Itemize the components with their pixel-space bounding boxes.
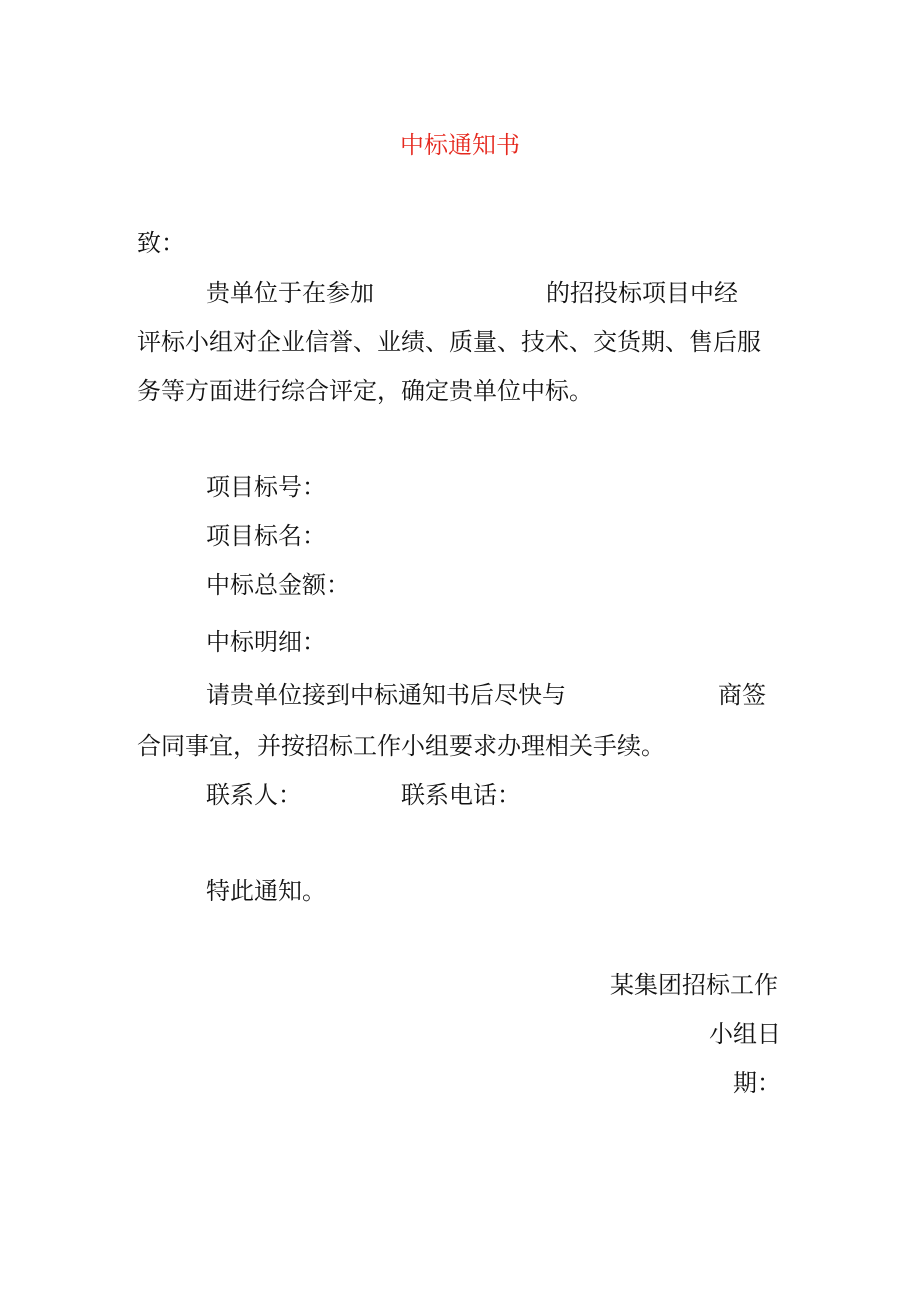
intro-line1-part2: 的招投标项目中经 [546, 279, 738, 307]
signature-line1: 某集团招标工作 [610, 971, 778, 999]
intro-line1-part1: 贵单位于在参加 [206, 279, 374, 307]
project-number-label: 项目标号： [206, 473, 326, 501]
contact-person-label: 联系人： [206, 781, 302, 809]
salutation: 致： [137, 229, 185, 257]
intro-line2: 评标小组对企业信誉、业绩、质量、技术、交货期、售后服 [137, 328, 761, 356]
closing-text: 特此通知。 [206, 877, 326, 905]
request-line1-part1: 请贵单位接到中标通知书后尽快与 [206, 681, 566, 709]
request-line2: 合同事宜，并按招标工作小组要求办理相关手续。 [137, 732, 665, 760]
request-line1-part2: 商签 [718, 681, 766, 709]
contact-phone-label: 联系电话： [401, 781, 521, 809]
details-label: 中标明细： [206, 628, 326, 656]
signature-line2: 小组日 [709, 1020, 781, 1048]
intro-line3: 务等方面进行综合评定，确定贵单位中标。 [137, 377, 593, 405]
project-name-label: 项目标名： [206, 522, 326, 550]
total-amount-label: 中标总金额： [206, 571, 350, 599]
signature-line3: 期： [733, 1069, 781, 1097]
document-title: 中标通知书 [400, 131, 520, 159]
